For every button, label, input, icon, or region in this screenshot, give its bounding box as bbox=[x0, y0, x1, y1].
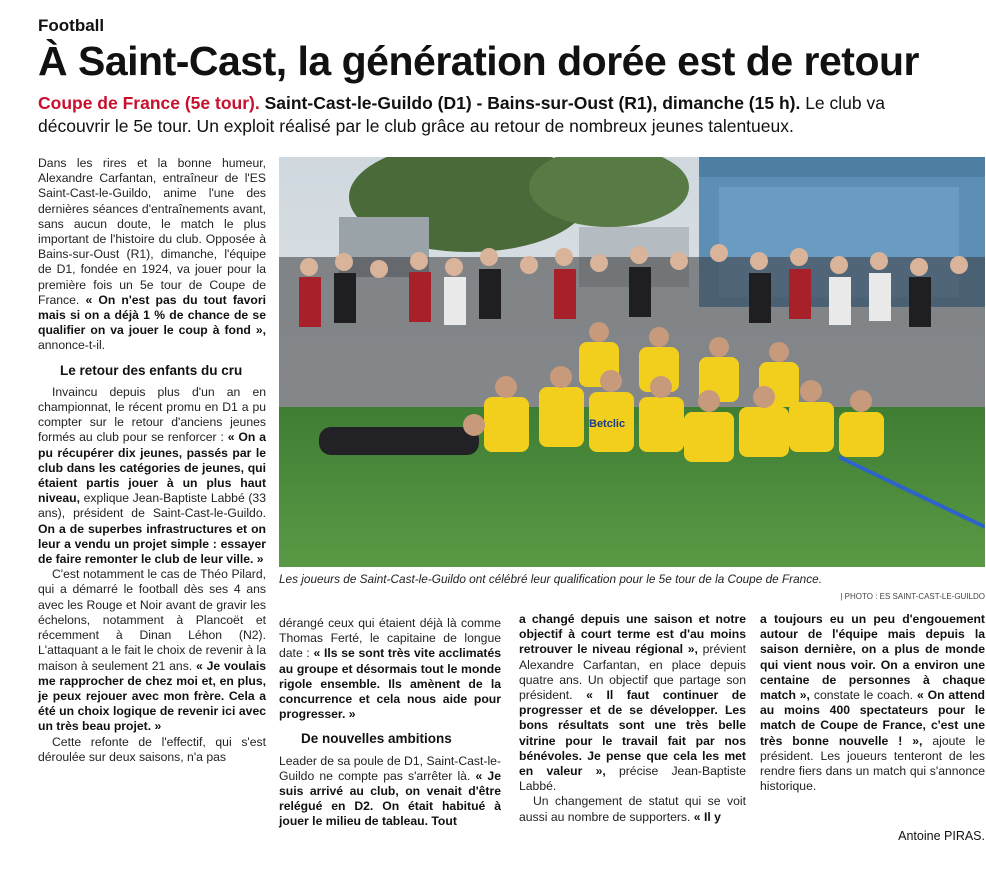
col1-paragraph-1 bbox=[38, 156, 266, 354]
col1-p3-text: C'est notamment le cas de Théo Pilard, qui a démarré le football dès ses 4 ans avec les Rouge et Noir avant de gravir les échelons, notamment à Plancoët et récemment à Dinan Léhon (N2). L'attaquant a le fait le choix de revenir à la maison à seulement 21 ans. bbox=[38, 567, 266, 673]
article-column-2 bbox=[279, 616, 501, 830]
col3-paragraph-1 bbox=[519, 612, 746, 794]
col3-p1-end: précise Jean-Baptiste Labbé. bbox=[519, 764, 746, 794]
col2-paragraph-2 bbox=[279, 754, 501, 830]
lead-match: Saint-Cast-le-Guildo (D1) - Bains-sur-Oust (R1), dimanche (15 h). bbox=[264, 93, 801, 113]
col1-paragraph-3 bbox=[38, 567, 266, 734]
photo-credit: | PHOTO : ES SAINT-CAST-LE-GUILDO bbox=[840, 592, 985, 601]
col2-p2-text: Leader de sa poule de D1, Saint-Cast-le-Guildo ne compte pas s'arrêter là. bbox=[279, 753, 501, 783]
col4-p1-quote: a toujours eu un peu d'engouement autour de l'équipe mais depuis la saison dernière, on a plus de monde qui vient nous voir. On a environ une centaine de personnes à chaque match », bbox=[760, 612, 985, 703]
col3-p1-quote2: « Il faut continuer de progresser et de se développer. Les bons résultats sont une très belle vitrine pour le travail fait par nos bénévoles. Je pense que cela les met en valeur », bbox=[519, 688, 747, 779]
col2-p2-quote: « Je suis arrivé au club, on venait d'être relégué en D2. On était habitué à jouer le milieu de tableau. Tout bbox=[279, 768, 501, 829]
col2-paragraph-1 bbox=[279, 616, 501, 722]
col1-p4-text: Cette refonte de l'effectif, qui s'est déroulée sur deux saisons, n'a pas bbox=[38, 734, 266, 764]
article-column-4 bbox=[760, 612, 985, 794]
col3-p1-quote: a changé depuis une saison et notre objectif à court terme est d'au moins retrouver le niveau régional », bbox=[519, 612, 746, 657]
col2-p1-text: dérangé ceux qui étaient déjà là comme Thomas Ferté, le capitaine de longue date : bbox=[279, 616, 501, 661]
subheading-1: Le retour des enfants du cru bbox=[60, 362, 243, 378]
section-kicker: Football bbox=[38, 16, 105, 35]
col3-paragraph-2 bbox=[519, 794, 746, 824]
col1-p2-quote: « On a pu récupérer dix jeunes, passés par le club dans les catégories de jeunes, qui étaient partis jouer à un plus haut niveau, bbox=[38, 430, 266, 506]
article-lead bbox=[38, 92, 958, 138]
photo-illustration bbox=[279, 157, 985, 567]
col4-p1-quote2: « On attend au moins 400 spectateurs pour le match de Coupe de France, c'est une très bonne nouvelle ! », bbox=[760, 688, 985, 748]
col1-p1-quote: « On n'est pas du tout favori mais si on a déjà 1 % de chance de se qualifier on va jouer le coup à fond », bbox=[38, 292, 267, 338]
col1-p2-quote2: On a de superbes infrastructures et on leur a vendu un projet simple : essayer de faire remonter le club de leur ville. » bbox=[38, 521, 266, 567]
article-headline: À Saint-Cast, la génération dorée est de retour bbox=[38, 38, 919, 84]
col1-paragraph-2 bbox=[38, 385, 266, 567]
article-column-1 bbox=[38, 156, 266, 765]
author-signature: Antoine PIRAS. bbox=[898, 829, 985, 843]
col4-p1-mid: constate le coach. bbox=[813, 688, 914, 703]
jersey-sponsor-text: Betclic bbox=[589, 418, 626, 430]
lead-competition: Coupe de France (5e tour). bbox=[38, 93, 260, 113]
lead-text: Le club va découvrir le 5e tour. Un exploit réalisé par le club grâce au retour de nombreux jeunes talentueux. bbox=[38, 93, 885, 136]
col1-p1-end: annonce-t-il. bbox=[38, 338, 106, 353]
col4-p1-end: ajoute le président. Les joueurs tenteront de les rendre fiers dans un match qui s'annonce historique. bbox=[760, 733, 986, 794]
article-column-3 bbox=[519, 612, 746, 825]
col1-p2-text: Invaincu depuis plus d'un an en championnat, le récent promu en D1 a pu compter sur le retour d'anciens jeunes formés au club pour se renforcer : bbox=[38, 384, 266, 445]
team-celebration-photo bbox=[279, 157, 985, 567]
col3-p2-text: Un changement de statut qui se voit aussi au nombre de supporters. bbox=[519, 794, 746, 824]
col3-p1-mid: prévient Alexandre Carfantan, en place depuis quatre ans. Un objectif que partage son président. bbox=[519, 642, 746, 703]
col1-paragraph-4 bbox=[38, 735, 266, 765]
photo-caption: Les joueurs de Saint-Cast-le-Guildo ont célébré leur qualification pour le 5e tour de la Coupe de France. bbox=[279, 572, 822, 586]
col1-p1-text: Dans les rires et la bonne humeur, Alexandre Carfantan, entraîneur de l'ES Saint-Cast-le-Guildo, anime l'une des dernières séances d'entraînements avant, sans aucun doute, le match le plus important de l'histoire du club. Opposée à Bains-sur-Oust (R1), dimanche, l'équipe de D1, fondée en 1924, va jouer pour la première fois un 5e tour de Coupe de France. bbox=[38, 156, 266, 307]
subheading-2: De nouvelles ambitions bbox=[301, 731, 452, 747]
col1-p2-mid: explique Jean-Baptiste Labbé (33 ans), président de Saint-Cast-le-Guildo. bbox=[38, 491, 266, 521]
col2-p1-quote: « Ils se sont très vite acclimatés au groupe et désormais tout le monde rigole ensemble. Ils amènent de la concurrence et cela nous aide pour progresser. » bbox=[279, 646, 502, 722]
col1-p3-quote: « Je voulais me rapprocher de chez moi et, en plus, je peux rejouer avec mon frère. Cela a été un choix logique de revenir ici avec un très beau projet. » bbox=[38, 658, 266, 734]
col4-paragraph-1 bbox=[760, 612, 985, 794]
col3-p2-quote: « Il y bbox=[693, 809, 721, 824]
